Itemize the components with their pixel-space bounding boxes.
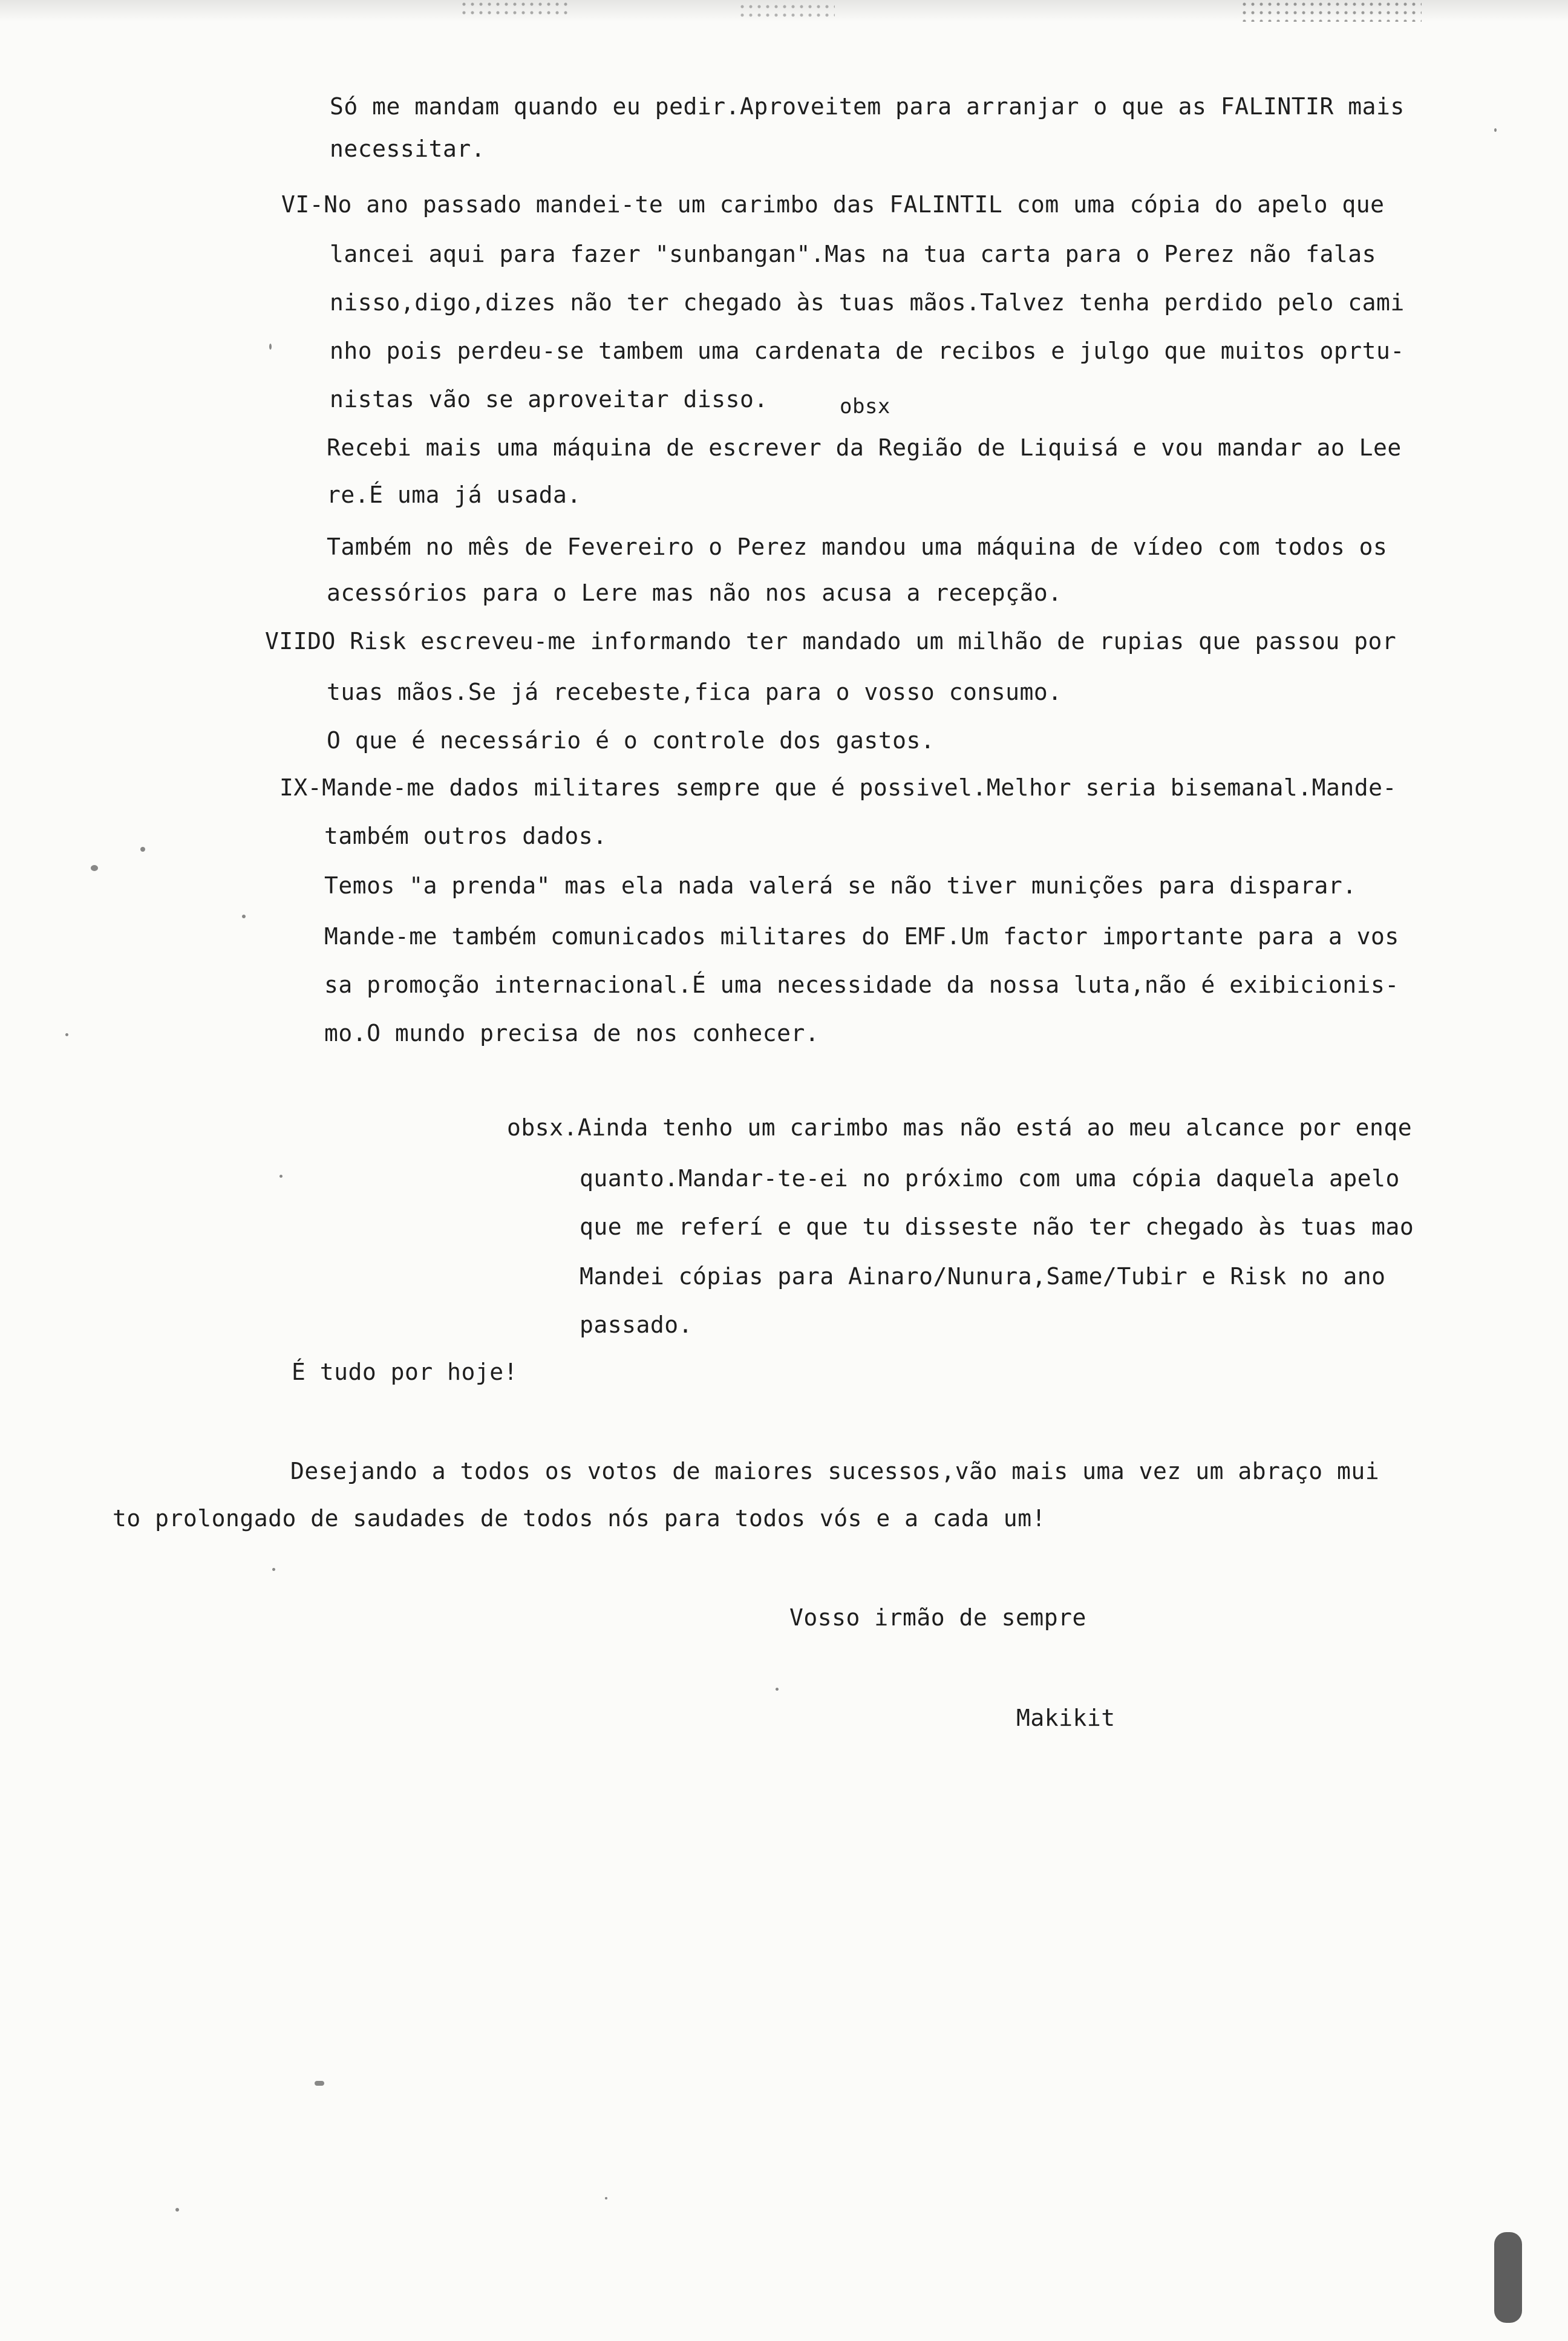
- ink-dot: [776, 1688, 779, 1691]
- letter-line: Também no mês de Fevereiro o Perez mandou uma máquina de vídeo com todos os: [327, 534, 1388, 560]
- farewell-line: to prolongado de saudades de todos nós para todos vós e a cada um!: [113, 1505, 1046, 1532]
- ink-dot: [242, 915, 246, 918]
- ink-dot: [65, 1033, 68, 1036]
- letter-line: IX-Mande-me dados militares sempre que é possivel.Melhor seria bisemanal.Mande-: [279, 774, 1397, 801]
- ink-dot: [605, 2197, 607, 2199]
- letter-line: nho pois perdeu-se tambem uma cardenata de recibos e julgo que muitos oprtu-: [330, 338, 1405, 364]
- signature-name: Makikit: [1016, 1705, 1116, 1731]
- ink-smudge: [460, 0, 569, 15]
- ink-dot: [1494, 128, 1497, 132]
- letter-line: Recebi mais uma máquina de escrever da Região de Liquisá e vou mandar ao Lee: [327, 434, 1402, 461]
- letter-line: tuas mãos.Se já recebeste,fica para o vosso consumo.: [327, 679, 1062, 705]
- ink-dot: [140, 847, 145, 852]
- letter-line: acessórios para o Lere mas não nos acusa a recepção.: [327, 580, 1062, 606]
- obsx-note-line: obsx.Ainda tenho um carimbo mas não está ao meu alcance por enqe: [507, 1114, 1413, 1141]
- closing-line: É tudo por hoje!: [292, 1359, 518, 1385]
- obsx-note-line: que me referí e que tu disseste não ter chegado às tuas mao: [580, 1213, 1414, 1240]
- ink-dot: [279, 1175, 283, 1178]
- ink-smudge: [738, 2, 835, 21]
- letter-line: Temos "a prenda" mas ela nada valerá se não tiver munições para disparar.: [324, 872, 1357, 899]
- letter-line: sa promoção internacional.É uma necessidade da nossa luta,não é exibicionis-: [324, 971, 1399, 998]
- ink-smudge: [1494, 2232, 1522, 2323]
- letter-line: nistas vão se aproveitar disso.: [330, 386, 768, 413]
- letter-line: também outros dados.: [324, 823, 607, 849]
- obsx-note-line: passado.: [580, 1311, 693, 1338]
- letter-line: O que é necessário é o controle dos gastos.: [327, 727, 935, 754]
- margin-note-obsx: obsx: [840, 394, 890, 419]
- letter-line: nisso,digo,dizes não ter chegado às tuas mãos.Talvez tenha perdido pelo cami: [330, 289, 1405, 316]
- ink-smudge: [1240, 0, 1422, 22]
- letter-line: re.É uma já usada.: [327, 482, 581, 508]
- farewell-line: Desejando a todos os votos de maiores sucessos,vão mais uma vez um abraço mui: [290, 1458, 1380, 1484]
- letter-line: VIIDO Risk escreveu-me informando ter mandado um milhão de rupias que passou por: [265, 628, 1397, 655]
- ink-dot: [315, 2081, 324, 2086]
- letter-line: mo.O mundo precisa de nos conhecer.: [324, 1020, 820, 1046]
- ink-dot: [175, 2208, 179, 2212]
- obsx-note-line: Mandei cópias para Ainaro/Nunura,Same/Tubir e Risk no ano: [580, 1263, 1386, 1290]
- ink-dot: [272, 1568, 275, 1571]
- letter-line: lancei aqui para fazer "sunbangan".Mas na tua carta para o Perez não falas: [330, 241, 1376, 267]
- letter-line: necessitar.: [330, 135, 486, 162]
- signoff: Vosso irmão de sempre: [789, 1604, 1086, 1631]
- letter-line: Só me mandam quando eu pedir.Aproveitem para arranjar o que as FALINTIR mais: [330, 93, 1405, 120]
- ink-dot: [91, 865, 98, 871]
- letter-line: Mande-me também comunicados militares do EMF.Um factor importante para a vos: [324, 923, 1399, 950]
- obsx-note-line: quanto.Mandar-te-ei no próximo com uma cópia daquela apelo: [580, 1165, 1400, 1192]
- letter-line: VI-No ano passado mandei-te um carimbo das FALINTIL com uma cópia do apelo que: [281, 191, 1385, 218]
- ink-dot: [269, 344, 272, 350]
